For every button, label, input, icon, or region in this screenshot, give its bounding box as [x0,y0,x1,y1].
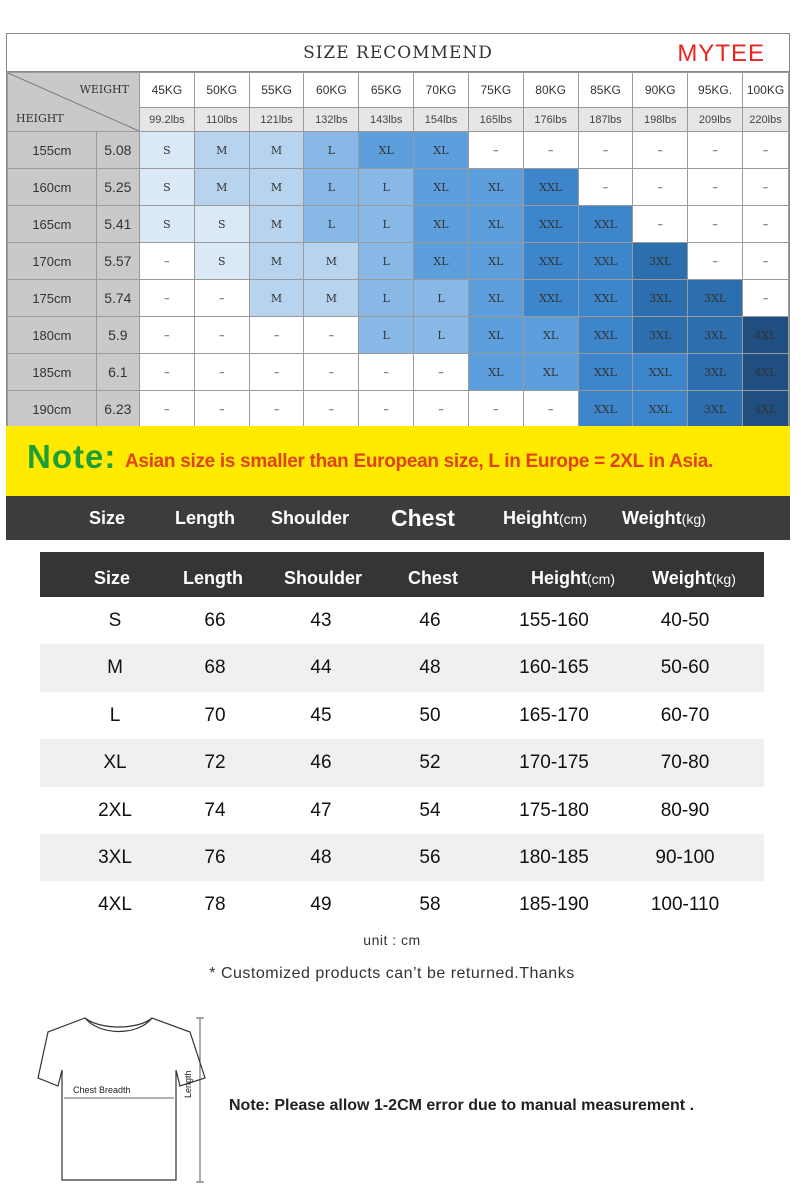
size-cell: – [140,317,195,354]
cell-length: 74 [204,799,226,821]
table-row [40,834,764,881]
height-cm-label: 175cm [8,280,97,317]
height-ft-label: 6.1 [96,354,139,391]
size-cell: XL [468,280,523,317]
cell-height: 155-160 [519,610,589,631]
note-text: Asian size is smaller than European size, L in Europe = 2XL in Asia. [125,451,713,472]
size-cell: L [359,243,414,280]
cell-height: 175-180 [519,799,589,821]
cell-size: M [107,657,123,679]
height-ft-label: 5.74 [96,280,139,317]
cell-chest: 58 [419,894,441,916]
recommend-grid [7,72,789,428]
size-cell: – [742,206,788,243]
asian-size-note-bar [6,426,790,496]
size-cell: – [140,391,195,428]
size-cell: 3XL [688,391,743,428]
size-cell: – [194,280,249,317]
cell-chest: 54 [419,799,441,821]
height-ft-label: 5.08 [96,132,139,169]
size-cell: 3XL [633,317,688,354]
height-cm-label: 170cm [8,243,97,280]
size-cell: – [468,391,523,428]
size-cell: – [249,354,304,391]
col-height-unit: (cm) [587,571,615,587]
size-cell: L [414,280,469,317]
weight-lbs-header: 99.2lbs [140,108,195,132]
size-cell: – [578,169,633,206]
size-cell: 4XL [742,391,788,428]
cell-length: 78 [204,894,226,916]
size-cell: – [194,317,249,354]
weight-lbs-header: 110lbs [194,108,249,132]
size-cell: 3XL [633,280,688,317]
size-cell: – [688,132,743,169]
header-shoulder: Shoulder [271,508,350,528]
size-cell: – [633,206,688,243]
size-cell: – [414,354,469,391]
header-height-unit: (cm) [559,511,587,527]
cell-chest: 48 [419,657,441,679]
cell-chest: 56 [419,846,441,868]
header-length: Length [175,508,235,528]
size-cell: XXL [578,354,633,391]
col-weight-label: Weight [652,568,712,588]
height-row [8,354,789,391]
weight-kg-header: 95KG. [688,73,743,108]
table-row [40,692,764,739]
cell-shoulder: 48 [310,846,332,868]
table-row [40,739,764,786]
size-cell: – [688,206,743,243]
size-cell: 3XL [688,317,743,354]
size-cell: L [359,280,414,317]
height-ft-label: 5.25 [96,169,139,206]
size-cell: XL [359,132,414,169]
size-cell: L [304,169,359,206]
weight-lbs-header: 143lbs [359,108,414,132]
weight-kg-header: 85KG [578,73,633,108]
chest-breadth-label: Chest Breadth [73,1085,131,1095]
cell-shoulder: 44 [310,657,332,679]
size-cell: XXL [523,280,578,317]
size-cell: M [249,132,304,169]
weight-axis-label: WEIGHT [79,83,129,96]
table-row [40,787,764,834]
weight-lbs-header: 198lbs [633,108,688,132]
tshirt-diagram [20,1010,220,1190]
cell-size: 3XL [98,846,132,868]
size-cell: L [359,169,414,206]
recommend-title: SIZE RECOMMEND [303,43,493,63]
cell-chest: 52 [419,752,441,774]
cell-height: 185-190 [519,894,589,916]
weight-lbs-header: 220lbs [742,108,788,132]
height-row [8,169,789,206]
height-cm-label: 190cm [8,391,97,428]
size-cell: M [304,243,359,280]
col-shoulder: Shoulder [283,568,363,588]
weight-kg-header: 70KG [414,73,469,108]
size-measurement-table [40,552,764,929]
size-cell: XL [468,243,523,280]
size-cell: XXL [633,391,688,428]
size-cell: – [742,132,788,169]
size-cell: M [304,280,359,317]
size-cell: XXL [523,169,578,206]
size-cell: XL [414,169,469,206]
height-row [8,206,789,243]
size-cell: L [359,206,414,243]
size-cell: 3XL [688,280,743,317]
cell-weight: 80-90 [660,799,710,821]
size-cell: – [140,354,195,391]
cell-shoulder: 46 [310,752,332,774]
size-cell: – [304,354,359,391]
height-row [8,132,789,169]
weight-kg-header: 90KG [633,73,688,108]
size-cell: – [633,169,688,206]
size-cell: L [304,132,359,169]
weight-lbs-header: 176lbs [523,108,578,132]
size-cell: – [742,280,788,317]
size-cell: M [249,169,304,206]
weight-kg-header: 80KG [523,73,578,108]
size-cell: XXL [578,280,633,317]
size-header-bar [6,496,790,540]
height-cm-label: 155cm [8,132,97,169]
height-row [8,243,789,280]
cell-weight: 90-100 [655,846,715,868]
size-cell: S [140,132,195,169]
cell-length: 76 [204,846,226,868]
cell-size: 2XL [98,799,132,821]
weight-kg-header: 55KG [249,73,304,108]
size-cell: – [523,132,578,169]
size-cell: XXL [578,243,633,280]
height-ft-label: 5.57 [96,243,139,280]
cell-length: 72 [204,752,226,774]
weight-lbs-header: 121lbs [249,108,304,132]
header-height-label: Height [503,508,559,528]
note-label: Note: [27,438,117,475]
cell-chest: 46 [419,610,441,631]
size-cell: L [304,206,359,243]
size-cell: – [414,391,469,428]
cell-length: 66 [204,610,226,631]
size-cell: – [359,354,414,391]
height-ft-label: 6.23 [96,391,139,428]
height-cm-label: 160cm [8,169,97,206]
weight-kg-header: 75KG [468,73,523,108]
cell-weight: 40-50 [660,610,710,631]
size-cell: – [742,169,788,206]
cell-length: 70 [204,704,226,726]
weight-lbs-header: 132lbs [304,108,359,132]
length-label: Length [183,1070,193,1098]
size-cell: S [140,169,195,206]
col-height [531,552,615,597]
size-cell: XXL [578,206,633,243]
size-cell: 4XL [742,317,788,354]
recommend-table [7,72,789,428]
size-cell: XL [468,169,523,206]
size-cell: – [140,243,195,280]
size-cell: XL [523,317,578,354]
size-cell: XL [468,354,523,391]
cell-height: 180-185 [519,846,589,868]
size-cell: 3XL [633,243,688,280]
cell-weight: 50-60 [660,657,710,679]
size-cell: XXL [633,354,688,391]
cell-weight: 100-110 [650,894,720,916]
cell-height: 160-165 [519,657,589,679]
size-cell: XL [414,243,469,280]
size-cell: – [304,317,359,354]
customized-products-note: * Customized products can’t be returned.Thanks [209,965,575,982]
size-cell: M [249,243,304,280]
height-row [8,280,789,317]
size-cell: M [194,169,249,206]
weight-lbs-header: 154lbs [414,108,469,132]
cell-size: S [108,610,122,631]
cell-shoulder: 45 [310,704,332,726]
height-cm-label: 165cm [8,206,97,243]
size-cell: S [194,206,249,243]
size-cell: XXL [578,391,633,428]
weight-kg-header: 50KG [194,73,249,108]
weight-kg-header: 60KG [304,73,359,108]
size-cell: – [249,317,304,354]
height-ft-label: 5.41 [96,206,139,243]
size-cell: – [742,243,788,280]
size-cell: L [414,317,469,354]
size-cell: XL [414,206,469,243]
cell-chest: 50 [419,704,441,726]
weight-lbs-header: 209lbs [688,108,743,132]
height-row [8,391,789,428]
size-cell: – [140,280,195,317]
table-row [40,644,764,691]
cell-size: L [109,704,121,726]
col-weight-unit: (kg) [711,571,736,587]
col-size: Size [93,568,131,588]
header-size: Size [89,508,126,528]
corner-cell [8,73,140,132]
weight-lbs-header: 165lbs [468,108,523,132]
size-cell: – [194,391,249,428]
cell-shoulder: 47 [310,799,332,821]
size-cell: M [249,206,304,243]
height-ft-label: 5.9 [96,317,139,354]
size-cell: M [194,132,249,169]
size-cell: – [359,391,414,428]
header-chest: Chest [391,505,455,531]
weight-kg-header: 100KG [742,73,788,108]
cell-height: 170-175 [519,752,589,774]
weight-kg-header: 45KG [140,73,195,108]
size-cell: – [688,169,743,206]
cell-weight: 70-80 [660,752,710,774]
col-weight [652,552,736,597]
height-cm-label: 180cm [8,317,97,354]
size-cell: – [578,132,633,169]
table-row [40,597,764,644]
recommend-title-bar [7,34,789,72]
measurement-error-note: Note: Please allow 1-2CM error due to manual measurement . [229,1097,695,1114]
cell-shoulder: 49 [310,894,332,916]
cell-size: XL [103,752,127,774]
size-recommend-chart [6,33,790,427]
size-cell: 3XL [688,354,743,391]
size-cell: – [468,132,523,169]
weight-lbs-header: 187lbs [578,108,633,132]
size-cell: XL [468,206,523,243]
header-weight-label: Weight [622,508,682,528]
cell-length: 68 [204,657,226,679]
size-cell: – [523,391,578,428]
size-cell: S [194,243,249,280]
size-cell: – [633,132,688,169]
height-cm-label: 185cm [8,354,97,391]
col-length: Length [183,568,243,588]
cell-shoulder: 43 [310,610,332,631]
brand-logo: MYTEE [677,40,765,67]
size-cell: – [304,391,359,428]
size-cell: XL [468,317,523,354]
size-cell: 4XL [742,354,788,391]
size-cell: – [688,243,743,280]
tshirt-outline [38,1018,205,1180]
height-row [8,317,789,354]
col-height-label: Height [531,568,587,588]
size-cell: S [140,206,195,243]
size-cell: – [194,354,249,391]
size-cell: XXL [523,206,578,243]
table-header [40,552,764,597]
size-cell: – [249,391,304,428]
size-cell: XL [523,354,578,391]
cell-height: 165-170 [519,704,589,726]
size-cell: M [249,280,304,317]
cell-size: 4XL [98,894,132,916]
size-cell: XL [414,132,469,169]
height-axis-label: HEIGHT [16,112,64,125]
header-weight-unit: (kg) [681,511,706,527]
cell-weight: 60-70 [660,704,710,726]
size-cell: XXL [578,317,633,354]
header-weight [622,496,706,540]
size-cell: L [359,317,414,354]
unit-label: unit : cm [363,932,421,948]
weight-kg-header: 65KG [359,73,414,108]
col-chest: Chest [407,568,459,588]
table-row [40,881,764,928]
header-height [503,496,587,540]
size-cell: XXL [523,243,578,280]
